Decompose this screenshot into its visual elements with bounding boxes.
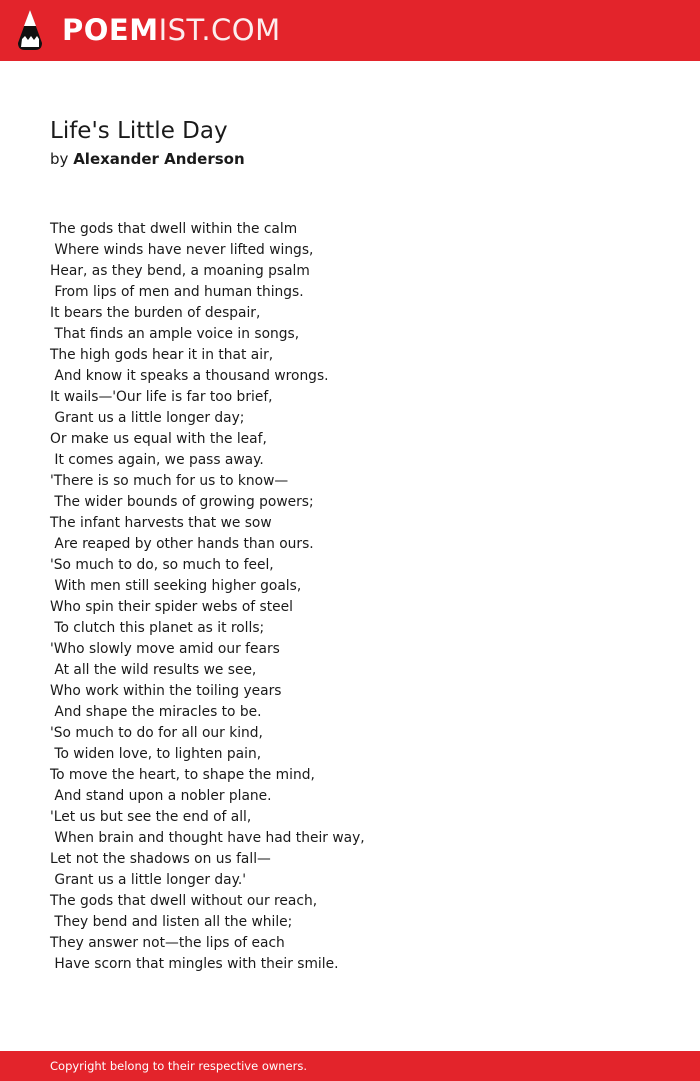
- poem-line: To clutch this planet as it rolls;: [50, 620, 265, 636]
- poem-line: And know it speaks a thousand wrongs.: [50, 368, 329, 384]
- poem-line: They bend and listen all the while;: [50, 914, 293, 930]
- poem-line: The gods that dwell without our reach,: [50, 893, 318, 909]
- poem-line: Have scorn that mingles with their smile.: [50, 956, 339, 972]
- poem-line: That finds an ample voice in songs,: [50, 326, 300, 342]
- poem-line: 'There is so much for us to know—: [50, 473, 289, 489]
- site-logo[interactable]: [62, 12, 281, 48]
- site-footer: [0, 1051, 700, 1081]
- poem-line: Hear, as they bend, a moaning psalm: [50, 263, 310, 279]
- poem-line: It wails—'Our life is far too brief,: [50, 389, 273, 405]
- poem-body: [50, 219, 670, 975]
- poem-author: Alexander Anderson: [73, 150, 245, 168]
- copyright-text: Copyright belong to their respective owners.: [50, 1059, 308, 1073]
- poem-line: Let not the shadows on us fall—: [50, 851, 271, 867]
- poem-line: Who work within the toiling years: [50, 683, 282, 699]
- poem-line: With men still seeking higher goals,: [50, 578, 302, 594]
- brand-name-bold: POEM: [62, 13, 159, 47]
- poem-title: Life's Little Day: [50, 118, 228, 144]
- poem-line: The high gods hear it in that air,: [50, 347, 274, 363]
- poem-line: Who spin their spider webs of steel: [50, 599, 293, 615]
- poem-line: Grant us a little longer day.': [50, 872, 247, 888]
- poem-line: 'Who slowly move amid our fears: [50, 641, 280, 657]
- poem-line: They answer not—the lips of each: [50, 935, 285, 951]
- poem-line: It comes again, we pass away.: [50, 452, 264, 468]
- poem-line: 'Let us but see the end of all,: [50, 809, 252, 825]
- poem-line: Where winds have never lifted wings,: [50, 242, 314, 258]
- poem-line: 'So much to do, so much to feel,: [50, 557, 274, 573]
- poem-line: And shape the miracles to be.: [50, 704, 262, 720]
- by-label: by: [50, 150, 69, 168]
- pencil-tip-icon: [17, 9, 43, 51]
- poem-line: At all the wild results we see,: [50, 662, 257, 678]
- poem-line: From lips of men and human things.: [50, 284, 304, 300]
- poem-line: To widen love, to lighten pain,: [50, 746, 262, 762]
- poem-line: Or make us equal with the leaf,: [50, 431, 267, 447]
- brand-name-light: IST.COM: [158, 13, 281, 47]
- poem-byline: [50, 148, 245, 170]
- poem-line: The infant harvests that we sow: [50, 515, 272, 531]
- poem-line: The wider bounds of growing powers;: [50, 494, 314, 510]
- site-header: [0, 0, 700, 61]
- poem-line: To move the heart, to shape the mind,: [50, 767, 315, 783]
- poem-line: When brain and thought have had their way,: [50, 830, 365, 846]
- poem-line: Are reaped by other hands than ours.: [50, 536, 314, 552]
- poem-line: It bears the burden of despair,: [50, 305, 261, 321]
- poem-line: The gods that dwell within the calm: [50, 221, 298, 237]
- poem-line: And stand upon a nobler plane.: [50, 788, 272, 804]
- poem-line: Grant us a little longer day;: [50, 410, 245, 426]
- poem-line: 'So much to do for all our kind,: [50, 725, 263, 741]
